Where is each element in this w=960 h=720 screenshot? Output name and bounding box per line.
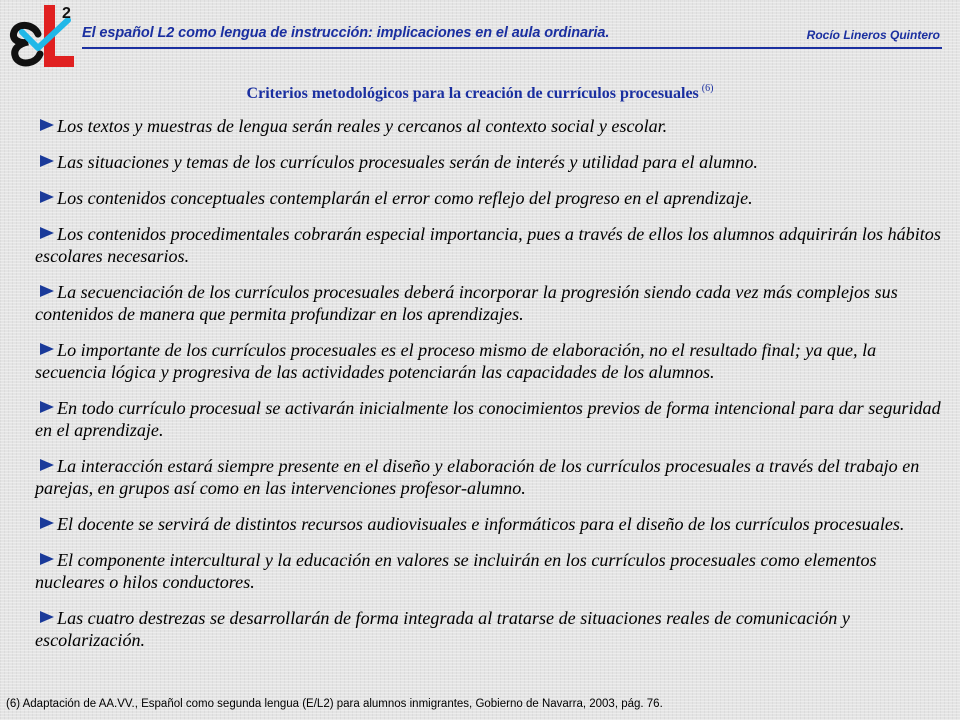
logo-l-foot [44, 56, 74, 67]
criteria-list [35, 115, 943, 665]
arrow-bullet-icon [39, 401, 57, 414]
arrow-bullet-icon [39, 285, 57, 298]
arrow-bullet-icon [39, 517, 57, 530]
criteria-text: La secuenciación de los currículos procesuales deberá incorporar la progresión siendo cada vez más complejos sus contenidos de manera que permita profundizar en los aprendizajes. [35, 282, 898, 324]
arrow-bullet-icon [39, 459, 57, 472]
arrow-bullet-icon [39, 343, 57, 356]
header-title: El español L2 como lengua de instrucción: implicaciones en el aula ordinaria. [82, 25, 610, 41]
criteria-text: La interacción estará siempre presente en el diseño y elaboración de los currículos procesuales a través del trabajo en parejas, en grupos así como en las intervenciones profesor-alumno. [35, 456, 920, 498]
logo-graphic [8, 2, 78, 74]
criteria-text: Los contenidos procedimentales cobrarán especial importancia, pues a través de ellos los alumnos adquirirán los hábitos escolares necesarios. [35, 224, 941, 266]
criteria-item [35, 281, 943, 325]
header-divider [82, 47, 942, 49]
criteria-text: Los textos y muestras de lengua serán reales y cercanos al contexto social y escolar. [57, 116, 668, 136]
logo [8, 2, 78, 74]
criteria-text: El componente intercultural y la educación en valores se incluirán en los currículos procesuales como elementos nucleares o hilos conductores. [35, 550, 877, 592]
criteria-text: En todo currículo procesual se activarán inicialmente los conocimientos previos de forma intencional para dar seguridad en el aprendizaje. [35, 398, 941, 440]
criteria-item [35, 187, 943, 209]
logo-superscript: 2 [62, 5, 71, 22]
arrow-bullet-icon [39, 155, 57, 168]
criteria-item [35, 115, 943, 137]
criteria-item [35, 455, 943, 499]
criteria-item [35, 397, 943, 441]
header-author: Rocío Lineros Quintero [806, 28, 940, 42]
slide-title-text: Criterios metodológicos para la creación de currículos procesuales [246, 85, 699, 102]
arrow-bullet-icon [39, 227, 57, 240]
arrow-bullet-icon [39, 611, 57, 624]
criteria-item [35, 549, 943, 593]
criteria-text: Las cuatro destrezas se desarrollarán de forma integrada al tratarse de situaciones reales de comunicación y escolarización. [35, 608, 850, 650]
criteria-item [35, 513, 943, 535]
criteria-item [35, 607, 943, 651]
criteria-text: Las situaciones y temas de los currículos procesuales serán de interés y utilidad para el alumno. [57, 152, 758, 172]
arrow-bullet-icon [39, 191, 57, 204]
criteria-item [35, 223, 943, 267]
footnote: (6) Adaptación de AA.VV., Español como segunda lengua (E/L2) para alumnos inmigrantes, Gobierno de Navarra, 2003, pág. 76. [6, 698, 663, 710]
criteria-item [35, 151, 943, 173]
slide-title-note: (6) [701, 83, 714, 94]
slide-title [0, 85, 960, 103]
criteria-item [35, 339, 943, 383]
arrow-bullet-icon [39, 553, 57, 566]
criteria-text: Lo importante de los currículos procesuales es el proceso mismo de elaboración, no el resultado final; ya que, la secuencia lógica y progresiva de las actividades potenciarán las capacidades de los alumnos. [35, 340, 877, 382]
criteria-text: Los contenidos conceptuales contemplarán el error como reflejo del progreso en el aprendizaje. [57, 188, 753, 208]
arrow-bullet-icon [39, 119, 57, 132]
criteria-text: El docente se servirá de distintos recursos audiovisuales e informáticos para el diseño de los currículos procesuales. [57, 514, 905, 534]
